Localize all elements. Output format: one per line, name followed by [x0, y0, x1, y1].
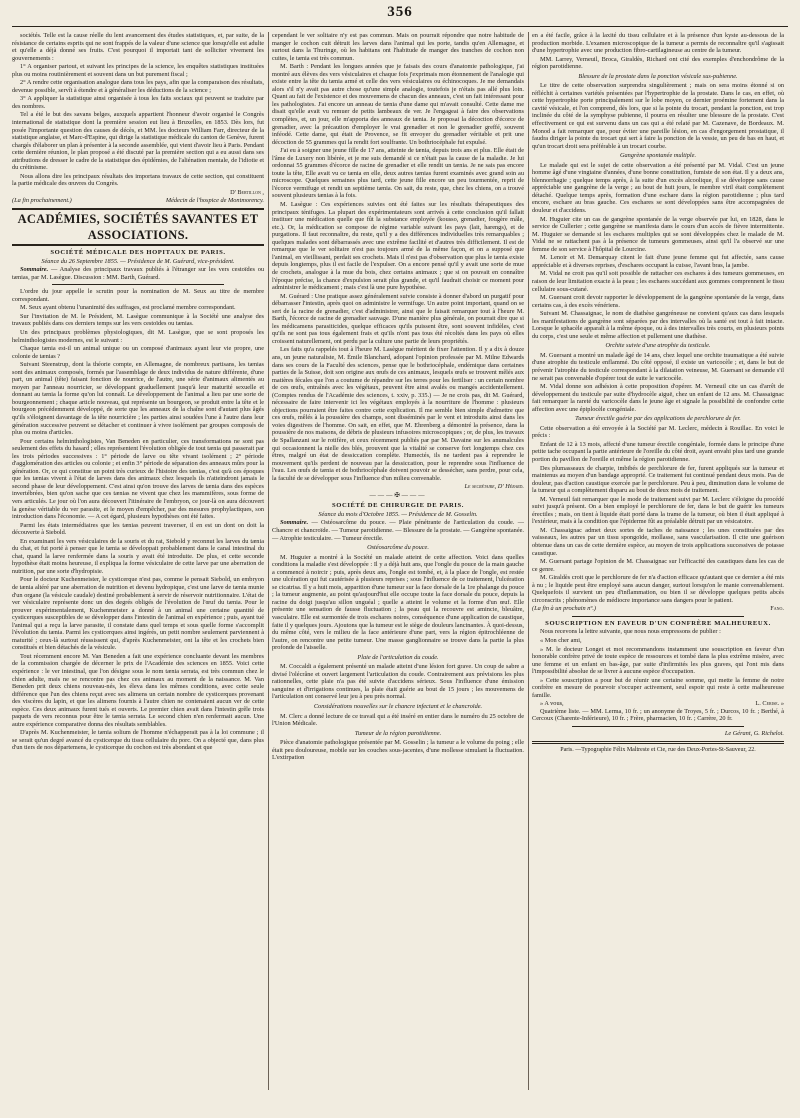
paragraph: M. Guersant croit devoir rapporter le développement de la gangrène spontanée de la verge, dans certains cas, à des excès vénériens.	[532, 294, 784, 309]
summary	[12, 266, 264, 281]
session-line: Séance du 26 Septembre 1855. — Présidence de M. Guérard, vice-président.	[41, 257, 235, 265]
paragraph: Enfant de 12 à 13 mois, affecté d'une tumeur érectile congéniale, formée dans le principe d'une petite tache occupant la partie antérieure de l'oreille du côté droit, ayant envahi plus tard une grande portion du pavillon de l'oreille et même la région parotidienne.	[532, 440, 784, 463]
subheading: Considérations nouvelles sur le chancre infectant et le chancroïde.	[313, 703, 483, 711]
ornament: ———✠———	[369, 491, 427, 499]
signature-row	[12, 197, 264, 205]
paragraph: Parmi les états intermédiaires que les tænias peuvent traverser, il en est un dont on doit la découverte à Siebold.	[12, 521, 264, 537]
paragraph: M. Guersant a montré un malade âgé de 14 ans, chez lequel une orchite traumatique a été suivie d'une atrophie du testicule enflammé. Du côté opposé, il existe un varicocèle ; et, dans le but de prévenir l'atrophie du testicule correspondant à la dilatation veineuse, M. Guersant se demande s'il ne serait pas convenable d'opérer tout de suite le varicocèle.	[532, 351, 784, 382]
paragraph: M. Chassaignac admet deux sortes de taches de naissance ; les unes constituées par des vaisseaux, les autres par un tissu spongoïde, mollasse, sans vascularisation. Il cite une guérison obtenue dans un cas de cette dernière espèce, au moyen de trois applications successives de potasse caustique.	[532, 526, 784, 557]
column-2	[272, 32, 524, 1094]
subscription-list: Quatrième liste. — MM. Lerma, 10 fr. ; un anonyme de Troyes, 5 fr. ; Durcos, 10 fr. ; Berthé, à Cercoux (Charente-Inférieure), 10 fr. ; Frère, pharmacien, 10 fr. ; Carrère, 20 fr.	[532, 707, 784, 723]
paragraph: Tout récemment encore M. Van Beneden a fait une expérience concluante devant les membres de la commission chargée de décerner le prix de l'Académie des sciences en 1855. Voici cette expérience : le ver intestinal, que l'on désigne sous le nom tænia serrata, est très commun chez le chien adulte, mais ne se rencontre pas chez ces animaux au moment de la naissance. M. Van Beneden prit deux chiens nouveau-nés, les éleva dans les mêmes conditions, avec cette seule différence que l'un des chiens reçut avec ses alimens un certain nombre de cysticerques provenant des viscères du lapin, et que les alimens fournis à l'autre chien ne contenaient aucun ver de cette espèce. Ces deux animaux furent tués et ouverts. Le premier chien avait dans l'intestin grêle trois paquets de vers reconnus pour être le tænia serrata. Le second chien n'en renfermait aucun. Une autre expérience comparative donna des résultats semblables.	[12, 652, 264, 728]
paragraph: M. Huguier cite un cas de gangrène spontanée de la verge observée par lui, en 1828, dans le service de Cullerier ; cette gangrène se manifesta dans le cours d'un accès de fièvre intermittente. M. Huguier se demande si les eschares multiples qui se sont développées chez le malade de M. Vidal ne se rattachent pas à la présence de tumeurs gommeuses, ainsi qu'il l'a observé sur une femme de son service à l'hôpital de Lourcine.	[532, 215, 784, 253]
subheading: Gangrène spontanée multiple.	[619, 152, 697, 160]
signature-row	[532, 605, 784, 613]
divider	[52, 284, 224, 285]
paragraph: Le titre de cette observation surprendra singulièrement ; mais on sera moins étonné si on réfléchit à certaines variétés présentées par l'hypertrophie de la prostate. Dans le cas, en effet, où cette hypertrophie porte principalement sur le lobe moyen, ce dernier proémine fortement dans la cavité vésicale, et l'on comprend, dès lors, que si la pointe du trocart, pendant la ponction, est trop inclinée du côté de la symphyse pubienne, il pourra en résulter une blessure de la prostate. C'est effectivement ce qui est survenu dans un cas qui a été relaté par M. Cazenave, de Bordeaux. M. Monod a fait remarquer que, pour éviter une pareille lésion, en cas d'engorgement prostatique, il faudra diriger la pointe du trocart qui sert à faire la ponction de la vessie, un peu de bas en haut, et qu'un trocart droit sera préférable à un trocart courbe.	[532, 82, 784, 150]
paragraph: M. Barth : Pendant les longues années que je faisais des cours d'anatomie pathologique, j'ai montré aux élèves des vers vésiculaires et chaque fois j'exprimais mon étonnement de l'analogie qui existe entre la tête du tænia armé et celle des vers vésiculaires ou échinocoques. Je me demandais alors s'il n'y avait pas autre chose qu'une simple analogie, toutefois je n'étais pas allé plus loin. Quant au fait de l'existence et des mouvemens de chacun des anneaux, c'est un fait intéressant pour les pathologistes. J'ai encore un anneau de tænia d'une dame qui m'avait consulté. Cette dame me disait qu'elle avait vu remuer de petits lambeaux de ver. Je l'engageai à faire des observations complètes, et, un jour, elle m'apporta des anneaux de tænia. Je proposai la décoction d'écorce de grenadier, avec la précaution d'employer le vrai grenadier et non le grenadier greffé, souvent inféodé. Cette dame, qui était de Provence, se fit envoyer du grenadier véritable et prit une décoction de 55 grammes qui la rendit fort soulfrante. Un bothriocéphale fut expulsé.	[272, 63, 524, 146]
paragraph: Pour certains helminthologistes, Van Beneden en particulier, ces transformations ne sont pas seulement des effets du hasard ; elles représentent l'évolution obligée de tout tænia qui passerait par les trois périodes successives : 1° période de larve ou tête vivant isolément ; 2° période d'agglomération des articles ou colonie ; et enfin 3° période de séparation des anneaux mûrs pour la génération. Or, ce qui constitue un point très curieux de l'histoire des tænias, c'est qu'à ces époques que les tænias vivent à l'état de larves dans des animaux chez lesquels ils n'atteindront jamais le second phase de leur développement. C'est ainsi qu'on trouve des larves de tænia dans des espèces invertébrées, bien qu'on sache que ces tænias ne vivent que chez les mammifères, sous forme de vers articulés. Le jour où l'on aura découvert l'itinéraire de l'embryon, ce jour-là on aura découvert la genèse véritable du ver parasite, et le moyen d'empêcher, par des mesures prophylactiques, son introduction dans l'économie. — A cet égard, plusieurs hypothèses ont été faites.	[12, 437, 264, 521]
paragraph: « Mon cher ami,	[540, 637, 582, 645]
paragraph: M. Clerc a donné lecture de ce travail qui a été inséré en entier dans le numéro du 25 octobre de l'Union Médicale.	[272, 712, 524, 728]
printer-line: Paris. —Typographie Félix Maltreste et Cie, rue des Deux-Portes-St-Sauveur, 22.	[560, 746, 756, 753]
subheading: Tumeur de la région parotidienne.	[354, 729, 442, 737]
newspaper-page	[6, 4, 794, 1112]
subheading: Plaie de l'articulation du coude.	[357, 653, 439, 661]
paragraph: 1° A organiser partout, et suivant les principes de la science, les enquêtes statistiques instituées plus ou moins routinièrement et souvent dans un but purement fiscal ;	[12, 63, 264, 78]
paragraph: Suivant M. Chassaignac, le nom de diathèse gangréneuse ne convient qu'aux cas dans lesquels les manifestations de gangrène sont séparées par des intervalles où la santé est tout à fait intacte. Lorsque le sphacèle apparaît à la même époque, ou à des intervalles très courts, en plusieurs points du corps, c'est une seule et même affection et pullement une diathèse.	[532, 310, 784, 340]
paragraph: J'ai eu à soigner une jeune fille de 17 ans, atteinte de tænia, depuis trois ans et plus. Elle était de l'âme de Luxery non libérée, et je me suis demandé si ce n'était pas la cause de la maladie. Je lui ordonnai 55 grammes d'écorce de racine de grenadier et elle rendit un tænia. Je ne sais pas encore toute la tête, Elle avait vu ce tænia en elle, deux autres tænias furent examinés avec grand soin au microscope. Quelques semaines plus tard, cette jeune fille encore un peu tourmentée, reprit de l'écorce vermifuge et rendit un septième tænia. On sait, du reste, que, chez les chiens, on a trouvé souvent plusieurs tænias à la fois.	[272, 147, 524, 200]
paragraph: Le malade qui est le sujet de cette observation a été présenté par M. Vidal. C'est un jeune homme âgé d'une vingtaine d'années, d'une bonne constitution, fumiste de son état. Il y a deux ans, blennorrhagie ; quelque temps après, à la suite d'un excès alcoolique, il se développe sans cause appréciable une gangrène de la verge ; au bout de huit jours, le membre viril était complètement détaché. Quelque temps après, formation d'une eschare dans la région parotidienne ; plus tard encore, eschare au bras gauche. Ces eschares se sont développées sans être accompagnées de douleur et d'accidens.	[532, 161, 784, 215]
header-rule	[12, 26, 788, 27]
subheading: Tumeur érectile guérie par des applications de perchlorure de fer.	[575, 415, 741, 423]
paragraph: M. Lenoir et M. Demarquay citent le fait d'une jeune femme qui fut affectée, sans cause appréciable et à diverses reprises, d'eschares occupant la cuisse, l'avant bras, la jambe.	[532, 254, 784, 269]
paragraph: M. Vidal donne son adhésion à cette proposition d'opérer. M. Verneuil cite un cas d'arrêt de développement du testicule par suite d'hydrocèle aiguë, chez un enfant de 12 ans. M. Chassaignac fait remarquer la rareté du varicocèle dans le jeune âge et signale la possibilité de confondre cette affection avec une épiplocèle congéniale.	[532, 383, 784, 413]
secretary-signature: Le secrétaire, D' Hérard.	[464, 483, 524, 491]
paragraph: Nous recevons la lettre suivante, que nous nous empressons de publier :	[540, 628, 721, 636]
author-signature: Fano.	[770, 605, 784, 613]
summary-text: — Ostéosarcôme du pouce. — Plaie pénétrante de l'articulation du coude. — Chancre et chancroïde. — Tumeur parotidienne. — Blessure de la prostate. — Gangrène spontanée. — Atrophie testiculaire. — Tumeur érectile.	[272, 519, 524, 542]
column-divider	[528, 32, 529, 1090]
paragraph: Pièce d'anatomie pathologique présentée par M. Gosselin ; la tumeur a le volume du poing ; elle était peu douloureuse, mobile sur les couches sous-jacentes, d'une mollesse simulant la fluctuation. L'extirpation	[272, 739, 524, 762]
letter-signature	[532, 700, 784, 708]
manager-signature: Le Gérant, G. Richelot.	[724, 730, 784, 738]
paragraph: M. Huguier a montré à la Société un malade atteint de cette affection. Voici dans quelles conditions la maladie s'est développée : Il y a déjà huit ans, que l'ongle du pouce de la main gauche a commencé à noircir ; puis, après deux ans, l'ongle est tombé, et, à la place de l'ongle, est restée une ulcération qui fut cautérisée à plusieurs reprises ; sous l'influence de ce traitement, l'ulcération se cicatrisa. Il y a huit mois, apparition d'une tumeur sur la face dorsale de la 1re phalange du pouce ; la tumeur augmente, au point qu'aujourd'hui elle occupe toute la face dorsale du pouce, depuis la racine du doigt jusqu'au sillon unguéal ; quelle a atteint le volume et la forme d'un œuf. Elle présente une sensation de fausse fluctuation ; la peau qui la recouvre est amincie, bleuâtre, vasculaire. Elle est surmontée de trois eschares noires, conséquence d'une application de caustique, faite il y quelques jours. Ajoutons que la tumeur est le siège de douleurs lancinantes. À quoi-dessus, du même côté, vers le milieu de la face antérieure d'une part, vers la région épitrochléenne de l'autre, on rencontre une petite tumeur. Une masse ganglionnaire se trouve dans la partie la plus profonde de l'aisselle.	[272, 553, 524, 652]
letter-closing: » A vous,	[540, 700, 564, 708]
paragraph: M. Coccaldi a également présenté un malade atteint d'une lésion fort grave. Un coup de sabre a divisé l'olécrâne et ouvert largement l'articulation du coude. Contrairement aux prévisions les plus rationnelles, cette plaie n'a pas été suivie d'accidens sérieux. Sous l'influence d'une émission sanguine et d'irrigations continues, la plaie était guérie au bout de 15 jours ; les mouvemens de l'articulation ont conservé leur jeu à peu près normal.	[272, 663, 524, 701]
continuation-note: (La fin à un prochain nº.)	[532, 605, 596, 613]
paragraph: Les faits qu'a rappelés tout à l'heure M. Lasègue méritent de fixer l'attention. Il y a dix à douze ans, un jeune naturaliste, M. Émile Blanchard, adopant l'opinion professée par M. Milne Edwards dans ses cours de la Faculté des sciences, pense que le bothriocéphale, endémique dans certaines parties de la Suisse, doit son origine aux œufs de ces animaux, lesquels œufs se trouvent mêlés aux matières fécales que l'on a coutume de répandre sur les terres pour les fertiliser : un certain nombre de ces œufs, entraînés avec les végétaux, peuvent être ainsi avalés ou mangés accidentellement. (Comptes rendus de l'Académie des sciences, t. xxiv, p. 335.) — Je ne crois pas, dit M. Guérard, nécessaire de faire intervenir ici les végétaux employés à la nourriture de l'homme : plusieurs objections pourraient être faites contre cette explication. Il me semble bien simple d'admettre que ces œufs, mêlés à la poussière des champs, sont disséminés par le vent et introduits ainsi dans les voies digestives de l'homme. On sait, en effet, que M. Ehrenberg a démontré la présence, dans la poussière de nos maisons, de débris de plusieurs infusoires microscopiques ; or, de plus, les travaux de Spallanzani sur le rotifère, et ceux récemment publiés par par M. Davaine sur les anumalcules qui occasionnent la nielle des blés, prouvent que la vitalité se conserve fort longtemps chez ces êtres, malgré un état de dessiccation complète. Humectés, ils ne tardent pas à reprendre le mouvement qu'ils perdent de nouveau par la dessiccation, pour le reprendre sous l'influence de l'eau. Les œufs de tænia et de bothriocéphale doivent pouvoir se dessécher, sans perdre, pour cela, la faculté de se développer sous l'influence d'un milieu convenable.	[272, 346, 524, 482]
paragraph: M. Guersant partage l'opinion de M. Chassaignac sur l'efficacité des caustiques dans les cas de ce genre.	[532, 558, 784, 573]
subheading: Ostéosarcôme du pouce.	[367, 544, 429, 552]
paragraph: L'ordre du jour appelle le scrutin pour la nomination de M. Seux au titre de membre correspondant.	[12, 288, 264, 303]
author-signature: D' Bertillon ,	[230, 188, 264, 196]
society-heading: SOCIÉTÉ DE CHIRURGIE DE PARIS.	[331, 502, 464, 510]
paragraph: M. Guérard : Une pratique assez généralement suivie consiste à donner d'abord un purgatif pour débarrasser l'intestin, après quoi on administre le vermifuge. Un autre point important, quand on se sert de la racine de grenadier, c'est d'administrer, ainsi que le faisait remarquer tout à l'heure M. Barth, l'écorce de racine de grenadier sauvage. D'une manière plus générale, on pourrait dire que si les médicamens parasiticides, quelque efficaces qu'ils puissent être, sont souvent infidèles, c'est qu'ils ne sont pas tous également frais et qu'ils n'ont pas tous été récoltés dans les pays où elles croissent naturellement, ont perdu par la culture une partie de leurs propriétés.	[272, 292, 524, 345]
paragraph: Un des principaux problèmes physiologiques, dit M. Lasègue, que se sont proposés les helminthologistes modernes, est le suivant :	[12, 328, 264, 344]
continuation-note: (La fin prochainement.)	[12, 197, 72, 205]
paragraph: sociétés. Telle est la cause réelle du lent avancement des études statistiques, et, par suite, de la résistance de certains esprits qui ne sont frappés de la valeur d'une science que lorsqu'elle est adulte et qu'elle a déjà donné ses fruits. C'est pourquoi il importait tant de solliciter vivement les gouvernements :	[12, 32, 264, 62]
paragraph: en a été facile, grâce à la laxité du tissu cellulaire et à la présence d'un kyste au-dessous de la production morbide. L'examen microscopique de la tumeur a permis de reconnaître qu'il s'agissait d'une hypertrophie avec une production fibro-cartilagineuse au centre de la tumeur.	[532, 32, 784, 55]
page-number: 356	[387, 4, 413, 20]
paragraph: M. Seux ayant obtenu l'unanimité des suffrages, est proclamé membre correspondant.	[20, 304, 236, 312]
subscription-heading: SOUSCRIPTION EN FAVEUR D'UN CONFRÈRE MALHEUREUX.	[545, 619, 771, 627]
paragraph: Pour le docteur Kuchenmeister, le cysticerque n'est pas, comme le pensait Siebold, un embryon de tænia altéré par une aberration de nutrition et devenu hydropique, c'est une larve de tænia munie d'un organe (la vésicule caudale) destiné probablement à servir de réservoir nutritionnaire. L'état de ver vésiculaire représente donc un des degrés obligés de l'évolution de l'œuf du tænia. Pour le prouver expérimentalement, Kuchenmeister a donné à un animal une certaine quantité de cysticerques susceptibles de se développer dans l'intestin de l'animal en expérience ; puis, ayant tué l'animal qui a reçu la larve parasite, il constate dans quel temps et sous quelle forme s'accomplit l'évolution du tænia. Parmi les cysticerques ainsi ingérés, un petit nombre seulement parviennent à maturité ; ceux-là surtout réussissent qui, d'après Kuchenmeister, ont la tête et les crochets bien constitués et bien détachés de la vésicule.	[12, 576, 264, 652]
paragraph: 3° A appliquer la statistique ainsi organisée à tous les faits sociaux qui peuvent se traduire par des nombres.	[12, 95, 264, 110]
subheading: Blessure de la prostate dans la ponction vésicale sus-pubienne.	[578, 72, 738, 80]
paragraph: cependant le ver solitaire n'y est pas commun. Mais on pourrait répondre que notre habitude de manger le cochon cuit détruit les larves dans l'animal qui les porte, tandis qu'en Allemagne, et surtout dans la Thuringe, où les habitans ont l'habitude de manger des tranches de cochon non cuites, le tænia est très commun.	[272, 32, 524, 62]
summary-label: Sommaire.	[20, 266, 49, 274]
footer-rule	[532, 741, 784, 744]
session-line: Séance du mois d'Octobre 1855. — Présidence de M. Gosselin.	[318, 510, 478, 518]
divider	[572, 726, 744, 727]
paragraph: Suivant Steenstrup, dont la théorie compte, en Allemagne, de nombreux partisans, les tænias sont des animaux composés, formés par l'assemblage de deux individus de nature différente, d'une part, un animal (tête) faisant fonction de nourrice, de l'autre, une série d'animaux alimentés au moyen par l'anneau nourricier, se développant graduellement jusqu'à leur maturité sexuelle et donnant au tænia la forme qu'on lui connaît. Le développement de l'animal a lieu par une sorte de bourgeonnement ; chaque article nouveau, qui représente un bourgeon, se produit entre la tête et le bourgeon précédemment développé, de sorte que les anneaux de la chaîne sont d'autant plus âgés qu'ils s'éloignent davantage de la tête nourricière ; les parties ainsi soudées l'une à l'autre dans leur génération successive peuvent se détacher et continuer à vivre isolément par groupes composés de plus ou moins d'articles.	[12, 361, 264, 437]
paragraph: » Cette souscription a pour but de réunir une certaine somme, qui mette la femme de notre confrère en mesure de pourvoir s'occuper activement, seul espoir qui reste à cette malheureuse famille.	[532, 676, 784, 699]
paragraph: Sur l'invitation de M. le Président, M. Lasègue communique à la Société une analyse des travaux publiés dans ces derniers temps sur les vers cestoïdes ou tænias.	[12, 312, 264, 328]
column-3	[532, 32, 784, 1094]
column-1	[12, 32, 264, 1094]
paragraph: Des plumasseaux de charpie, imbibés de perchlorure de fer, furent appliqués sur la tumeur et maintenus au moyen d'un bandage approprié. Ce traitement fut continué pendant deux mois. Pas de douleur, pas d'action caustique exercée par le perchlorure. Peu à peu, diminution dans le volume de la tumeur qui a complètement disparu au bout de deux mois de traitement.	[532, 464, 784, 495]
column-divider	[268, 32, 269, 1090]
paragraph: Chaque tænia est-il un animal unique ou un composé d'animaux ayant leur vie propre, une colonie de tænias ?	[12, 345, 264, 360]
summary-text: — Analyse des principaux travaux publiés à l'étranger sur les vers cestoïdes ou tænias, par M. Lasègue. Discussion : MM. Barth, Guérard.	[12, 266, 264, 281]
divider	[572, 616, 744, 617]
paragraph: MM. Larrey, Verneuil, Broca, Giraldès, Richard ont cité des exemples d'enchondrôme de la région parotidienne.	[532, 55, 784, 71]
summary	[272, 519, 524, 542]
society-heading: SOCIÉTÉ MÉDICALE DES HOPITAUX DE PARIS.	[50, 249, 226, 257]
paragraph: Nous allons dire les principaux résultats des importans travaux de cette section, qui constituent la partie médicale des œuvres du Congrès.	[12, 172, 264, 188]
paragraph: 2° A rendre cette organisation analogue dans tous les pays, afin que la comparaison des résultats, devenue possible, servît à étendre et à généraliser les déductions de la science ;	[12, 79, 264, 94]
paragraph: M. Lasègue : Ces expériences suivies ont été faites sur les résultats thérapeutiques des principaux ténifuges. La plupart des expérimentateurs sont arrivés à cette conclusion qu'il fallait instituer une médication quelle que fût la substance employée (kousso, grenadier, fougère mâle, etc.). Or, la médication se compose de régime variable suivant les pays (lait, harengs), et de purgations. Il faut reconnaître, du reste, qu'il y a des différences individuelles très remarquables ; quelques malades sont débarrassés avec une extrême facilité et d'autres très difficilement. Il est de remarque que le ver solitaire n'est pas toujours armé de la même façon, et on a supposé que l'animal, en vieillissant, perdait ses crochets. Mais il n'est pas d'observation que plus le tænia existe depuis longtemps, plus il est facile de l'expulser. On a encore pensé qu'il y avait une sorte de mue de crochets, analogue à la mue du bois, chez certains animaux ; que si on pouvait en connaître l'époque précise, la chance d'expulsion serait plus grande, et qu'il faudrait choisir ce moment pour administrer le médicament ; mais c'est là une pure hypothèse.	[272, 201, 524, 292]
summary-label: Sommaire.	[280, 519, 309, 527]
section-title: ACADÉMIES, SOCIÉTÉS SAVANTES ET ASSOCIATIONS.	[12, 208, 264, 246]
paragraph: M. Vidal ne croit pas qu'il soit possible de rattacher ces eschares à des tumeurs gommeuses, en raison de leur limitation exacte à la peau ; les eschares succédant aux gommes comprennent le tissu cellulaire sous-cutané.	[532, 270, 784, 293]
letter-signer: L. Cerise. »	[755, 700, 784, 708]
paragraph: En examinant les vers vésiculaires de la souris et du rat, Siebold y reconnut les larves du tænia du chat, et fut porté à penser que le tænia se développait probablement dans le canal intestinal du chat, quand la larve renfermée dans la souris y avait été introduite. De plus, et cette seconde hypothèse était moins heureuse, il expliqua la forme vésiculaire de cette larve par une aberration de nutrition, par une sorte d'hydropisie.	[12, 537, 264, 575]
paragraph: » M. le docteur Longet et moi recommandons instamment une souscription en faveur d'un honorable confrère privé de toute espèce de ressources et tombé dans la plus extrême misère, avec une femme et un enfant en bas-âge, par suite d'infirmités les plus graves, qui l'ont mis dans l'impossibilité absolue de se livrer à aucune espèce d'occupation.	[532, 645, 784, 676]
paragraph: D'après M. Kuchenmeister, le tænia solium de l'homme n'échapperait pas à la loi commune ; il se serait qu'un degré avancé du cysticerque du tissu cellulaire du porc. On a objecté que, dans plus d'un tiers de nos départemens, le cysticerque du cochon est très abondant et que	[12, 729, 264, 752]
paragraph: Cette observation a été envoyée à la Société par M. Leclerc, médecin à Rouillac. En voici le précis :	[532, 424, 784, 440]
author-title: Médecin de l'hospice de Montmorency.	[165, 197, 264, 205]
subheading: Orchite suivie d'une atrophie du testicule.	[605, 342, 711, 350]
paragraph: M. Giraldès croit que le perchlorure de fer n'a d'action efficace qu'autant que ce dernier a été mis à nu ; le liquide peut être employé sans aucun danger, surtout lorsqu'on le manie convenablement. Quelquefois il survient un peu d'inflammation, ou bien il se développe quelques petits abcès circonscrits ; phénomènes de médiocre importance sans dangers pour le patient.	[532, 574, 784, 604]
paragraph: Tel a été le but des savans belges, auxquels appartient l'honneur d'avoir organisé le Congrès international de statistique dont la première session eut lieu à Bruxelles, en 1853. Dès lors, fut posée l'importante question des causes de décès, et MM. les docteurs William Farr, directeur de la statistique anglaise, et Marc-d'Espine, qui dirige la statistique médicale du canton de Genève, furent chargés d'élaborer un plan à présenter à la seconde assemblée, qui vient d'avoir lieu à Paris. Pendant cette dernière réunion, le plan proposé a été discuté par la première section qui a eu aussi dans ses attributions de dresser le cadre de la statistique des épidémies, de l'aliénation mentale, de l'idiotie et du crétinisme.	[12, 111, 264, 172]
paragraph: M. Verneuil fait remarquer que le mode de traitement suivi par M. Leclerc s'éloigne du procédé suivi jusqu'à présent. On a bien employé le perchlorure de fer, dans le but de guérir les tumeurs érectiles ; mais, on tient à liquide était porté dans la trame de la tumeur, où bien il était appliqué à l'extérieur, mais à la condition que l'épiderme fût au préalable détruit par un vésicatoire.	[532, 495, 784, 526]
